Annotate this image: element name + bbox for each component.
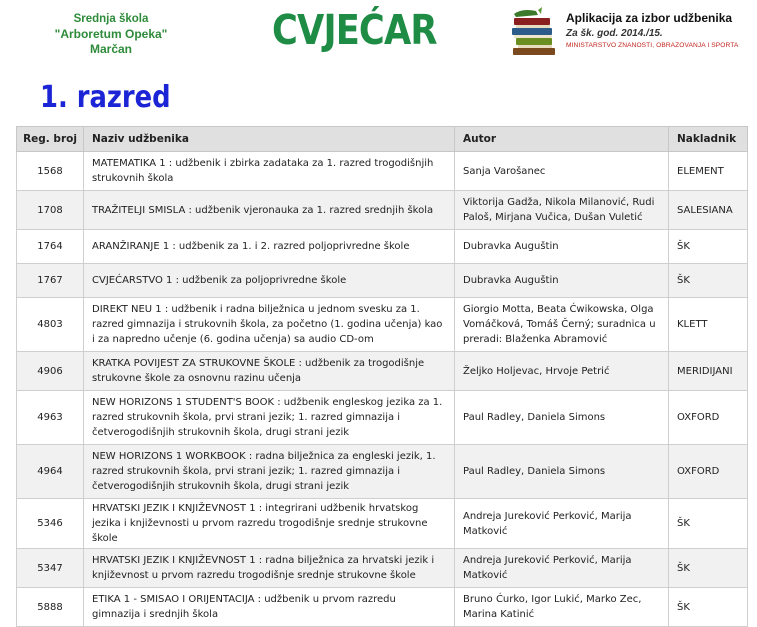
cell-author: Dubravka Auguštin — [455, 264, 669, 298]
cell-publisher: ŠK — [669, 549, 748, 588]
table-header-row — [17, 127, 748, 152]
cell-author: Sanja Varošanec — [455, 152, 669, 191]
cell-author: Dubravka Auguštin — [455, 230, 669, 264]
cell-author: Andreja Jureković Perković, Marija Matković — [455, 499, 669, 549]
cell-reg: 5888 — [17, 588, 84, 627]
cell-publisher: ŠK — [669, 499, 748, 549]
table-row — [17, 391, 748, 445]
cell-name: KRATKA POVIJEST ZA STRUKOVNE ŠKOLE : udžbenik za trogodišnje strukovne škole za osnovnu razinu učenja — [84, 352, 455, 391]
cell-reg: 4906 — [17, 352, 84, 391]
cell-name: HRVATSKI JEZIK I KNJIŽEVNOST 1 : integrirani udžbenik hrvatskog jezika i književnosti u prvom razredu trogodišnje srednje strukovne škole — [84, 499, 455, 549]
table-row — [17, 230, 748, 264]
cell-name: CVJEĆARSTVO 1 : udžbenik za poljoprivredne škole — [84, 264, 455, 298]
school-name — [32, 12, 190, 57]
table-row — [17, 588, 748, 627]
cell-name: ETIKA 1 - SMISAO I ORIJENTACIJA : udžbenik u prvom razredu gimnazija i srednjih škola — [84, 588, 455, 627]
cell-publisher: OXFORD — [669, 445, 748, 499]
school-line2: "Arboretum Opeka" Marčan — [54, 27, 168, 56]
cell-name: ARANŽIRANJE 1 : udžbenik za 1. i 2. razred poljoprivredne škole — [84, 230, 455, 264]
cell-author: Paul Radley, Daniela Simons — [455, 445, 669, 499]
table-row — [17, 152, 748, 191]
cell-name: NEW HORIZONS 1 STUDENT'S BOOK : udžbenik engleskog jezika za 1. razred strukovnih škola, prvi strani jezik; 1. razred gimnazija i četverogodišnjih strukovnih škola, drugi strani jezik — [84, 391, 455, 445]
page-title: 1. razred — [40, 80, 171, 115]
cell-author: Bruno Ćurko, Igor Lukić, Marko Zec, Marina Katinić — [455, 588, 669, 627]
col-header-publisher: Nakladnik — [669, 127, 748, 152]
col-header-reg: Reg. broj — [17, 127, 84, 152]
app-year: Za šk. god. 2014./15. — [566, 28, 663, 39]
cell-publisher: KLETT — [669, 298, 748, 352]
cell-reg: 1767 — [17, 264, 84, 298]
cell-author: Viktorija Gadža, Nikola Milanović, Rudi Paloš, Mirjana Vučica, Dušan Vuletić — [455, 191, 669, 230]
table-row — [17, 352, 748, 391]
table-row — [17, 445, 748, 499]
cell-author: Giorgio Motta, Beata Ćwikowska, Olga Vomáčková, Tomáš Černý; suradnica u preradi: Blaženka Abramović — [455, 298, 669, 352]
cell-name: HRVATSKI JEZIK I KNJIŽEVNOST 1 : radna bilježnica za hrvatski jezik i književnost u prvom razredu trogodišnje srednje strukovne škole — [84, 549, 455, 588]
cell-name: MATEMATIKA 1 : udžbenik i zbirka zadataka za 1. razred trogodišnjih strukovnih škola — [84, 152, 455, 191]
cell-reg: 4803 — [17, 298, 84, 352]
cell-author: Andreja Jureković Perković, Marija Matković — [455, 549, 669, 588]
cell-reg: 5346 — [17, 499, 84, 549]
ministry-label: MINISTARSTVO ZNANOSTI, OBRAZOVANJA I SPORTA — [566, 42, 739, 49]
col-header-author: Autor — [455, 127, 669, 152]
cell-reg: 4963 — [17, 391, 84, 445]
cell-publisher: ŠK — [669, 230, 748, 264]
cell-publisher: ELEMENT — [669, 152, 748, 191]
cell-publisher: MERIDIJANI — [669, 352, 748, 391]
cell-reg: 1568 — [17, 152, 84, 191]
cell-publisher: ŠK — [669, 588, 748, 627]
cell-publisher: OXFORD — [669, 391, 748, 445]
cell-publisher: SALESIANA — [669, 191, 748, 230]
app-title: Aplikacija za izbor udžbenika — [566, 11, 733, 25]
cell-reg: 5347 — [17, 549, 84, 588]
header-title: CVJEĆAR — [272, 6, 437, 54]
table-row — [17, 298, 748, 352]
cell-author: Željko Holjevac, Hrvoje Petrić — [455, 352, 669, 391]
cell-author: Paul Radley, Daniela Simons — [455, 391, 669, 445]
cell-name: TRAŽITELJI SMISLA : udžbenik vjeronauka za 1. razred srednjih škola — [84, 191, 455, 230]
books-icon — [508, 6, 566, 58]
table-row — [17, 264, 748, 298]
cell-name: DIREKT NEU 1 : udžbenik i radna bilježnica u jednom svesku za 1. razred gimnazija i strukovnih škola, za početno (1. godina učenja) kao i za napredno učenje (6. godina učenja) sa audio CD-om — [84, 298, 455, 352]
cell-reg: 1764 — [17, 230, 84, 264]
table-row — [17, 499, 748, 549]
table-row — [17, 191, 748, 230]
cell-reg: 1708 — [17, 191, 84, 230]
cell-name: NEW HORIZONS 1 WORKBOOK : radna bilježnica za engleski jezik, 1. razred strukovnih škola, prvi strani jezik; 1. razred gimnazija i četverogodišnjih strukovnih škola, drugi strani jezik — [84, 445, 455, 499]
table-row — [17, 549, 748, 588]
school-line1: Srednja škola — [73, 13, 149, 25]
cell-publisher: ŠK — [669, 264, 748, 298]
cell-reg: 4964 — [17, 445, 84, 499]
col-header-name: Naziv udžbenika — [84, 127, 455, 152]
textbook-table — [16, 126, 748, 627]
app-logo — [508, 6, 756, 58]
